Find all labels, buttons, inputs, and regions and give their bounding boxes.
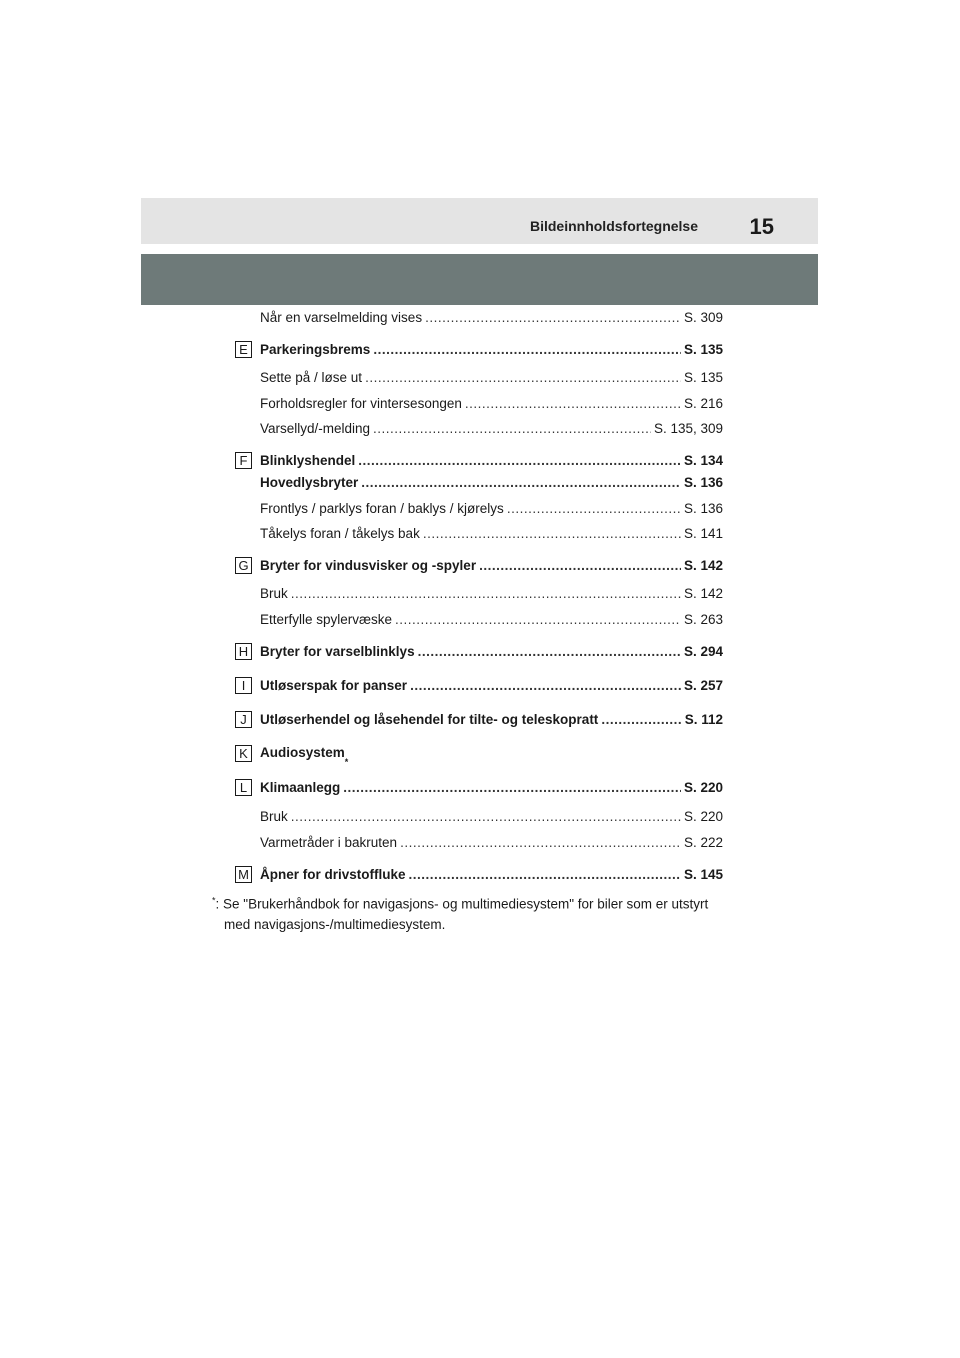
toc-entry-page: S. 263 xyxy=(683,612,723,627)
section-letter-m: M xyxy=(235,866,252,883)
dot-leader xyxy=(291,808,681,826)
toc-entry-page: S. 145 xyxy=(683,867,723,882)
footnote-line-2: med navigasjons-/multimediesystem. xyxy=(224,916,446,932)
toc-entry-label: Varsellyd/-melding xyxy=(260,421,371,436)
toc-entry-page: S. 135 xyxy=(683,342,723,357)
toc-entry-label: Hovedlysbryter xyxy=(260,475,359,490)
dot-leader xyxy=(601,711,681,729)
footnote-mark: * xyxy=(212,895,216,905)
toc-entry-sub[interactable] xyxy=(260,367,723,387)
section-letter-l: L xyxy=(235,779,252,796)
toc-entry-label: Blinklyshendel xyxy=(260,453,356,468)
footnote xyxy=(212,890,772,935)
section-letter-h: H xyxy=(235,643,252,660)
toc-entry-main[interactable]: Audiosystem * xyxy=(260,745,349,767)
toc-entry-label: Parkeringsbrems xyxy=(260,342,371,357)
dot-leader xyxy=(373,341,681,359)
header-bar xyxy=(141,198,818,244)
toc-entry-label: Forholdsregler for vintersesongen xyxy=(260,396,462,411)
header-band xyxy=(141,254,818,305)
toc-entry-label: Utløserhendel og låsehendel for tilte- og teleskopratt xyxy=(260,712,599,727)
toc-entry-sub[interactable] xyxy=(260,307,723,327)
toc-entry-label: Frontlys / parklys foran / baklys / kjørelys xyxy=(260,501,504,516)
toc-entry-main[interactable] xyxy=(260,709,723,729)
toc-entry-main[interactable] xyxy=(260,450,723,470)
dot-leader xyxy=(361,474,681,492)
toc-entry-label: Varmetråder i bakruten xyxy=(260,835,398,850)
toc-entry-sub[interactable] xyxy=(260,418,723,438)
dot-leader xyxy=(291,585,681,603)
toc-entry-sub[interactable] xyxy=(260,498,723,518)
toc-entry-page: S. 222 xyxy=(683,835,723,850)
dot-leader xyxy=(358,452,681,470)
toc-entry-page: S. 135, 309 xyxy=(653,421,723,436)
toc-entry-main[interactable] xyxy=(260,777,723,797)
toc-entry-page: S. 309 xyxy=(683,310,723,325)
toc-entry-label: Etterfylle spylervæske xyxy=(260,612,393,627)
dot-leader xyxy=(365,369,681,387)
toc-entry-page: S. 216 xyxy=(683,396,723,411)
page-title: Bildeinnholdsfortegnelse xyxy=(529,218,698,234)
toc-entry-page: S. 220 xyxy=(683,780,723,795)
toc-entry-label: Når en varselmelding vises xyxy=(260,310,423,325)
toc-entry-page: S. 134 xyxy=(683,453,723,468)
footnote-line-1: : Se "Brukerhåndbok for navigasjons- og multimediesystem" for biler som er utstyrt xyxy=(215,896,709,912)
section-letter-k: K xyxy=(235,745,252,762)
toc-entry-page: S. 141 xyxy=(683,526,723,541)
page-number: 15 xyxy=(749,214,774,239)
toc-entry-label: Bryter for vindusvisker og -spyler xyxy=(260,558,477,573)
section-letter-j: J xyxy=(235,711,252,728)
toc-entry-sub[interactable] xyxy=(260,393,723,413)
toc-entry-label: Bryter for varselblinklys xyxy=(260,644,415,659)
toc-entry-sub[interactable] xyxy=(260,806,723,826)
dot-leader xyxy=(507,500,681,518)
toc-entry-page: S. 142 xyxy=(683,558,723,573)
section-letter-e: E xyxy=(235,341,252,358)
toc-entry-sub[interactable] xyxy=(260,523,723,543)
dot-leader xyxy=(425,309,681,327)
dot-leader xyxy=(423,525,681,543)
dot-leader xyxy=(465,395,681,413)
toc-entry-label: Sette på / løse ut xyxy=(260,370,363,385)
toc-entry-sub[interactable] xyxy=(260,583,723,603)
toc-entry-sub[interactable] xyxy=(260,832,723,852)
dot-leader xyxy=(418,643,681,661)
section-letter-i: I xyxy=(235,677,252,694)
dot-leader xyxy=(479,557,681,575)
toc-entry-page: S. 257 xyxy=(683,678,723,693)
toc-entry-main[interactable] xyxy=(260,339,723,359)
toc-entry-label: Tåkelys foran / tåkelys bak xyxy=(260,526,420,541)
dot-leader xyxy=(343,779,681,797)
toc-entry-label: Åpner for drivstoffluke xyxy=(260,867,406,882)
toc-entry-main[interactable] xyxy=(260,641,723,661)
section-letter-f: F xyxy=(235,452,252,469)
dot-leader xyxy=(409,866,681,884)
toc-entry-page: S. 142 xyxy=(683,586,723,601)
dot-leader xyxy=(373,420,651,438)
toc-entry-sub[interactable] xyxy=(260,609,723,629)
toc-entry-page: S. 220 xyxy=(683,809,723,824)
toc-entry-page: S. 135 xyxy=(683,370,723,385)
toc-entry-label: Bruk xyxy=(260,586,288,601)
toc-entry-main[interactable] xyxy=(260,472,723,492)
toc-entry-main[interactable] xyxy=(260,555,723,575)
toc-entry-main[interactable] xyxy=(260,864,723,884)
dot-leader xyxy=(400,834,681,852)
dot-leader xyxy=(395,611,681,629)
toc-entry-page: S. 136 xyxy=(683,501,723,516)
section-letter-g: G xyxy=(235,557,252,574)
toc-entry-page: S. 294 xyxy=(683,644,723,659)
toc-entry-label: Audiosystem xyxy=(260,745,345,760)
toc-entry-label: Bruk xyxy=(260,809,288,824)
dot-leader xyxy=(410,677,681,695)
toc-entry-label: Klimaanlegg xyxy=(260,780,341,795)
toc-entry-main[interactable] xyxy=(260,675,723,695)
toc-entry-page: S. 136 xyxy=(683,475,723,490)
toc-entry-label: Utløserspak for panser xyxy=(260,678,408,693)
toc-entry-page: S. 112 xyxy=(684,712,723,727)
